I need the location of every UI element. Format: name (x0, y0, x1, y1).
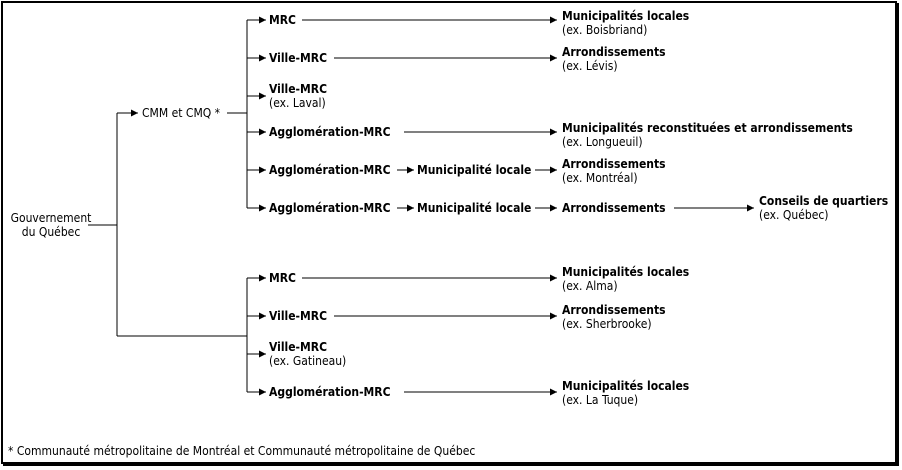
root-label-line1: Gouvernement (10, 211, 92, 225)
node-ville-mrc-gatineau: Ville-MRC (ex. Gatineau) (269, 340, 347, 368)
node-agglomeration-mrc: Agglomération-MRC (269, 163, 391, 177)
node-municipalite-locale: Municipalité locale (417, 163, 532, 177)
node-municipalite-locale: Municipalité locale (417, 201, 532, 215)
node-ville-mrc: Ville-MRC (269, 309, 328, 323)
node-target: Arrondissements (ex. Sherbrooke) (562, 303, 666, 331)
node-target: Arrondissements (ex. Lévis) (562, 45, 666, 73)
node-target: Municipalités locales (ex. Alma) (562, 265, 690, 293)
node-target: Municipalités reconstituées et arrondissements (ex. Longueuil) (562, 121, 853, 149)
node-ville-mrc-laval: Ville-MRC (ex. Laval) (269, 82, 328, 110)
node-mrc: MRC (269, 271, 296, 285)
root-label-line2: du Québec (21, 225, 81, 239)
root-node (8, 211, 94, 239)
cmm-cmq-node: CMM et CMQ * (142, 106, 221, 120)
node-target: Arrondissements (ex. Montréal) (562, 157, 666, 185)
node-conseils-de-quartiers: Conseils de quartiers (ex. Québec) (759, 194, 889, 222)
node-target: Municipalités locales (ex. Boisbriand) (562, 9, 690, 37)
node-target: Municipalités locales (ex. La Tuque) (562, 379, 690, 407)
node-arrondissements: Arrondissements (562, 201, 666, 215)
footnote: * Communauté métropolitaine de Montréal et Communauté métropolitaine de Québec (8, 444, 476, 458)
node-ville-mrc: Ville-MRC (269, 51, 328, 65)
node-agglomeration-mrc: Agglomération-MRC (269, 125, 391, 139)
node-agglomeration-mrc: Agglomération-MRC (269, 201, 391, 215)
node-agglomeration-mrc: Agglomération-MRC (269, 385, 391, 399)
node-mrc: MRC (269, 13, 296, 27)
